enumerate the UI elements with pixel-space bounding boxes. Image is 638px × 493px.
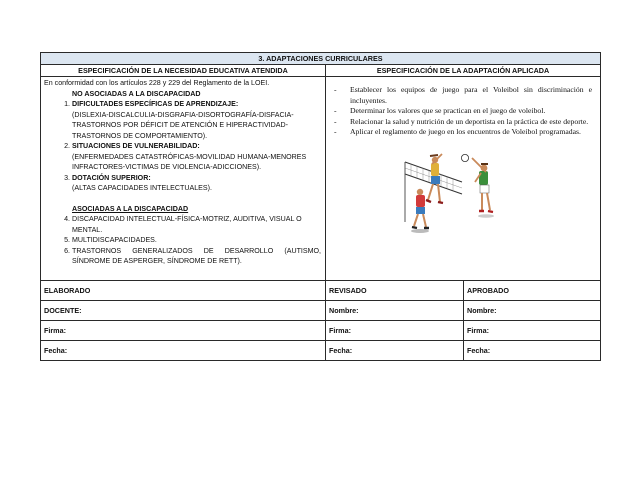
group-non-disability-title: NO ASOCIADAS A LA DISCAPACIDAD [72,89,201,98]
approved-header: APROBADO [464,281,601,301]
educational-need-cell [41,77,326,281]
non-disability-list [44,99,321,194]
list-item: - Aplicar el reglamento de juego en los encuentros de Voleibol programadas. [332,127,592,138]
list-item: 4. DISCAPACIDAD INTELECTUAL-FÍSICA-MOTRIZ, AUDITIVA, VISUAL O MENTAL. [72,214,321,235]
reviewed-name-field[interactable]: Nombre: [326,301,464,321]
volleyball-players-illustration [402,152,522,240]
curricular-adaptations-table [40,52,601,361]
list-item: 2. SITUACIONES DE VULNERABILIDAD: (ENFERMEDADES CATASTRÓFICAS-MOVILIDAD HUMANA-MENORES INFRACTORES-VICTIMAS DE VIOLENCIA-ADICCIONES). [72,141,321,173]
approved-signature-field[interactable]: Firma: [464,321,601,341]
list-item: 6. TRASTORNOS GENERALIZADOS DE DESARROLLO (AUTISMO, SÍNDROME DE ASPERGER, SÍNDROME DE RETT). [72,246,321,267]
elaborated-header: ELABORADO [41,281,326,301]
reviewed-date-field[interactable]: Fecha: [326,341,464,361]
section-title: 3. ADAPTACIONES CURRICULARES [41,53,601,65]
intro-text: En conformidad con los artículos 228 y 229 del Reglamento de la LOEI. [44,79,270,87]
elaborated-date-field[interactable]: Fecha: [41,341,326,361]
docente-field[interactable]: DOCENTE: [41,301,326,321]
approved-date-field[interactable]: Fecha: [464,341,601,361]
right-column-header: ESPECIFICACIÓN DE LA ADAPTACIÓN APLICADA [326,65,601,77]
list-item: 5. MULTIDISCAPACIDADES. [72,235,321,246]
list-item: - Relacionar la salud y nutrición de un deportista en la práctica de este deporte. [332,117,592,128]
group-disability-title: ASOCIADAS A LA DISCAPACIDAD [72,204,189,213]
list-item: 1. DIFICULTADES ESPECÍFICAS DE APRENDIZAJE: (DISLEXIA-DISCALCULIA-DISGRAFIA-DISORTOGRAFÍA-DISFACIA-TRASTORNOS POR DÉFICIT DE ATENCIÓN E HIPERACTIVIDAD-TRASTORNOS DE COMPORTAMIENTO). [72,99,321,141]
applied-adaptation-cell [326,77,601,281]
reviewed-header: REVISADO [326,281,464,301]
list-item: - Establecer los equipos de juego para el Voleibol sin discriminación e incluyentes. [332,85,592,106]
list-item: 3. DOTACIÓN SUPERIOR: (ALTAS CAPACIDADES INTELECTUALES). [72,173,321,194]
elaborated-signature-field[interactable]: Firma: [41,321,326,341]
left-column-header: ESPECIFICACIÓN DE LA NECESIDAD EDUCATIVA ATENDIDA [41,65,326,77]
reviewed-signature-field[interactable]: Firma: [326,321,464,341]
disability-list [44,214,321,267]
adaptation-bullets [332,85,592,138]
approved-name-field[interactable]: Nombre: [464,301,601,321]
list-item: - Determinar los valores que se practican en el juego de voleibol. [332,106,592,117]
